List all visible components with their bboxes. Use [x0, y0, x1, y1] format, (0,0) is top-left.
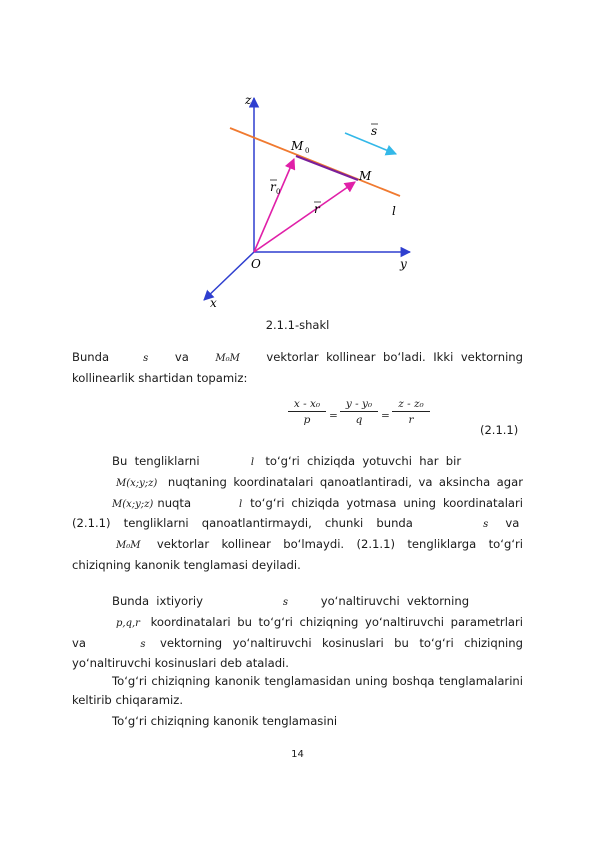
- l-label: l: [392, 204, 396, 218]
- m0-m-segment: [296, 156, 358, 180]
- p3-text-c: koordinatalari bu to‘g‘ri chiziqning yo‘naltiruvchi parametrlari va: [72, 614, 524, 650]
- p3-s-symbol-2: s: [140, 638, 146, 650]
- p3-text-d: vektorning yo‘naltiruvchi kosinuslari bu to‘g‘ri chiziqning yo‘naltiruvchi kosinuslari deb ataladi.: [72, 635, 523, 671]
- x-label: x: [210, 296, 217, 310]
- equation-number: (2.1.1): [480, 423, 519, 437]
- p1-s-symbol: s: [143, 353, 149, 364]
- m-label: M: [359, 169, 372, 183]
- eq-num-y: y - y₀: [340, 398, 378, 412]
- p3-s-symbol: s: [282, 597, 288, 608]
- fraction-y: [340, 398, 378, 426]
- p1-text-b: vektorlar kollinear bo‘ladi. Ikki vektorning kollinearlik shartidan topamiz:: [72, 350, 524, 385]
- s-label: s: [371, 124, 378, 138]
- eq-sign-1: =: [329, 410, 338, 422]
- eq-num-z: z - z₀: [392, 398, 430, 412]
- r0-label: r: [270, 180, 276, 194]
- paragraph-1: [72, 348, 523, 388]
- p2-text-f: vektorlar kollinear bo‘lmaydi. (2.1.1) tengliklarga to‘g‘ri chiziqning kanonik tenglamasi deyiladi.: [72, 537, 523, 572]
- p1-text-va: va: [174, 350, 189, 364]
- figure-caption: 2.1.1-shakl: [265, 318, 330, 332]
- p2-mxyz-symbol: M(x;y;z): [116, 477, 158, 489]
- p2-s-symbol: s: [483, 519, 489, 531]
- p3-text-b: yo‘naltiruvchi vektorning: [320, 594, 470, 608]
- m0-label-sub: 0: [305, 147, 310, 155]
- p3-pqr-symbol: p,q,r: [116, 617, 140, 629]
- p2-text-a: Bu tengliklarni: [112, 454, 200, 468]
- p2-text-d: nuqta: [157, 495, 192, 510]
- origin-label: O: [251, 257, 261, 271]
- fraction-z: [392, 398, 430, 426]
- p3-text-a: Bunda ixtiyoriy: [112, 594, 203, 608]
- p1-text-a: Bunda: [72, 350, 110, 364]
- r-label: r: [314, 202, 320, 216]
- line-l: [230, 128, 400, 196]
- p2-text-b: to‘g‘ri chiziqda yotuvchi har bir: [265, 454, 462, 468]
- paragraph-2: [72, 452, 523, 575]
- z-label: z: [245, 93, 252, 107]
- vector-line-figure: [190, 88, 420, 313]
- fraction-x: [288, 398, 326, 426]
- m0-label: M: [291, 139, 304, 153]
- y-label: y: [400, 257, 407, 271]
- eq-den-r: r: [408, 414, 414, 426]
- canonical-equation: [282, 398, 452, 440]
- p2-l-symbol: l: [250, 457, 255, 468]
- p2-l-symbol-2: l: [239, 498, 243, 510]
- paragraph-3: [72, 592, 523, 673]
- eq-den-q: q: [355, 414, 363, 426]
- paragraph-5: To‘g‘ri chiziqning kanonik tenglamasini: [112, 714, 338, 728]
- p2-text-va: va: [505, 516, 520, 531]
- eq-num-x: x - x₀: [288, 398, 326, 412]
- x-axis: [204, 252, 254, 300]
- r0-label-sub: 0: [276, 188, 281, 196]
- page-number: 14: [291, 749, 304, 760]
- paragraph-4: To‘g‘ri chiziqning kanonik tenglamasidan uning boshqa tenglamalarini keltirib chiqaramiz.: [72, 674, 523, 707]
- eq-sign-2: =: [381, 410, 390, 422]
- p2-text-e: to‘g‘ri chiziqda yotmasa uning koordinatalari (2.1.1) tengliklarni qanoatlantirmaydi, chunki bunda: [72, 495, 524, 531]
- p2-text-c: nuqtaning koordinatalari qanoatlantiradi, va aksincha agar: [167, 474, 523, 489]
- p2-mxyz-symbol-2: M(x;y;z): [112, 498, 154, 510]
- eq-den-p: p: [303, 414, 311, 426]
- p2-m0m-symbol: M₀M: [116, 540, 141, 552]
- p1-m0m-symbol: M₀M: [215, 353, 240, 364]
